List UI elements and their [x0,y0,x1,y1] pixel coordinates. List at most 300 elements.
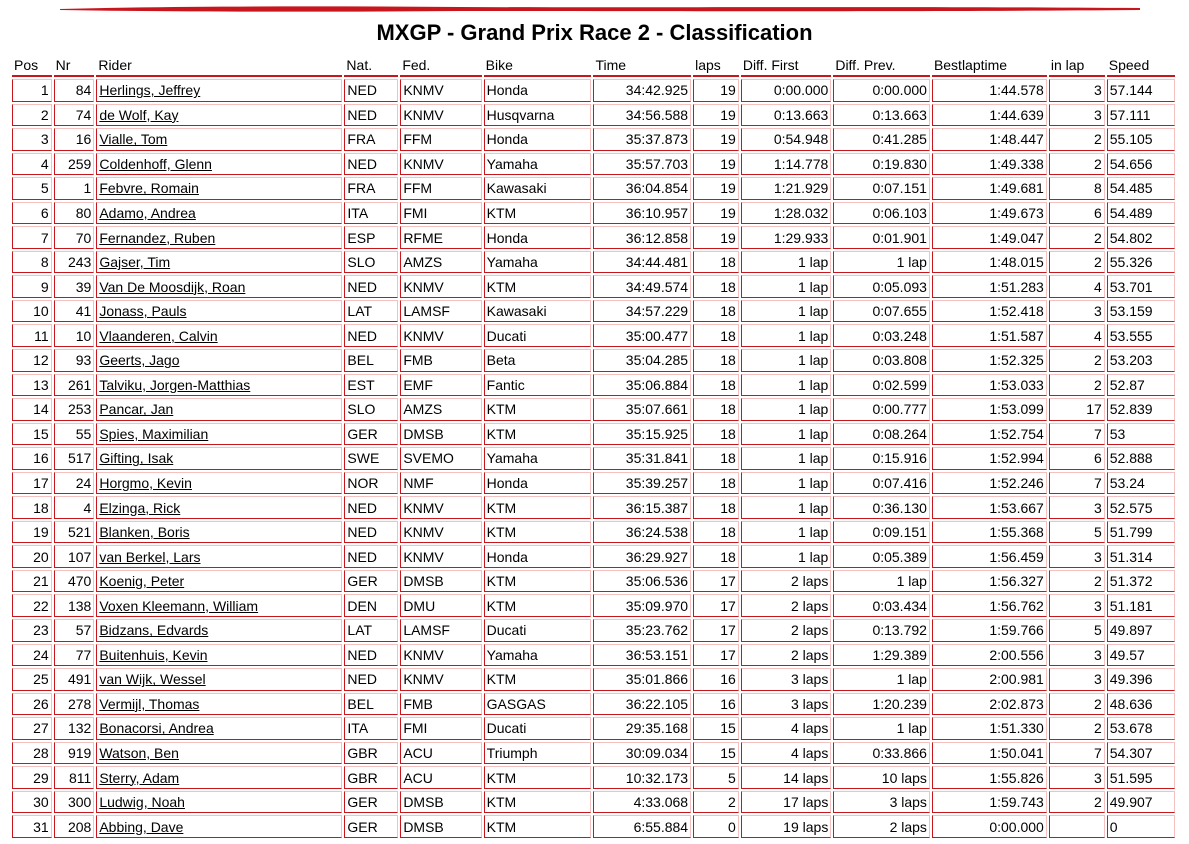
cell-pos: 3 [12,128,52,151]
cell-diff-prev: 1 lap [833,570,930,593]
cell-nr: 10 [54,324,95,347]
cell-time: 4:33.068 [593,791,691,814]
cell-fed: DMSB [400,570,481,593]
cell-diff-first: 19 laps [741,815,832,838]
cell-bestlaptime: 1:55.368 [932,521,1047,544]
cell-speed: 53.159 [1107,300,1175,323]
cell-speed: 52.575 [1107,496,1175,519]
cell-bike: Ducati [484,324,592,347]
cell-pos: 21 [12,570,52,593]
cell-time: 35:06.536 [593,570,691,593]
cell-pos: 28 [12,742,52,765]
rider-link[interactable]: Talviku, Jorgen-Matthias [99,376,251,393]
cell-in-lap: 8 [1049,177,1105,200]
cell-nr: 259 [54,153,95,176]
cell-time: 36:53.151 [593,644,691,667]
cell-time: 10:32.173 [593,766,691,789]
table-row [12,226,1175,249]
cell-bike: KTM [484,423,592,446]
cell-nr: 70 [54,226,95,249]
cell-laps: 18 [693,521,739,544]
classification-table [10,53,1177,840]
cell-nat: ITA [344,717,398,740]
rider-link[interactable]: Adamo, Andrea [99,205,196,221]
cell-nat: NED [344,104,398,127]
cell-nat: EST [344,374,398,397]
cell-speed: 54.656 [1107,153,1175,176]
cell-bestlaptime: 2:02.873 [932,693,1047,716]
cell-bike: Honda [484,79,592,102]
cell-fed: DMSB [400,791,481,814]
cell-nr: 39 [54,275,95,298]
cell-nr: 57 [54,619,95,642]
cell-diff-prev: 0:08.264 [833,423,930,446]
rider-link[interactable]: Gifting, Isak [99,450,174,467]
cell-in-lap: 3 [1049,104,1105,127]
rider-link[interactable]: Blanken, Boris [99,524,190,541]
cell-in-lap: 2 [1049,128,1105,151]
cell-laps: 17 [693,619,739,642]
cell-rider [96,472,342,495]
cell-nat: NED [344,153,398,176]
cell-bestlaptime: 1:53.033 [932,374,1047,397]
cell-laps: 18 [693,251,739,274]
cell-nr: 253 [54,398,95,421]
cell-bike: Honda [484,128,592,151]
cell-time: 36:04.854 [593,177,691,200]
cell-diff-prev: 0:06.103 [833,202,930,225]
cell-bike: KTM [484,594,592,617]
rider-link[interactable]: Watson, Ben [99,745,179,762]
table-row [12,496,1175,519]
cell-nat: LAT [344,619,398,642]
cell-fed: KNMV [400,668,481,691]
cell-time: 34:57.229 [593,300,691,323]
cell-diff-prev: 1:29.389 [833,644,930,667]
rider-link[interactable]: Van De Moosdijk, Roan [99,278,246,295]
cell-nat: SWE [344,447,398,470]
cell-bestlaptime: 1:55.826 [932,766,1047,789]
cell-pos: 16 [12,447,52,470]
col-header-speed: Speed [1107,55,1175,77]
cell-bestlaptime: 1:53.099 [932,398,1047,421]
cell-in-lap: 3 [1049,545,1105,568]
rider-link[interactable]: Herlings, Jeffrey [99,82,201,99]
rider-link[interactable]: Elzinga, Rick [99,499,181,516]
cell-speed: 51.372 [1107,570,1175,593]
cell-speed: 54.307 [1107,742,1175,765]
cell-fed: ACU [400,742,481,765]
cell-nr: 208 [54,815,95,838]
cell-in-lap: 3 [1049,644,1105,667]
cell-diff-prev: 10 laps [833,766,930,789]
cell-diff-prev: 1:20.239 [833,693,930,716]
cell-bike: KTM [484,815,592,838]
table-header-row [12,55,1175,77]
cell-bestlaptime: 1:49.673 [932,202,1047,225]
cell-pos: 24 [12,644,52,667]
cell-diff-prev: 0:05.093 [833,275,930,298]
cell-in-lap: 3 [1049,594,1105,617]
cell-time: 35:00.477 [593,324,691,347]
cell-fed: DMSB [400,815,481,838]
table-row [12,791,1175,814]
cell-laps: 16 [693,668,739,691]
cell-bestlaptime: 1:49.338 [932,153,1047,176]
cell-time: 35:01.866 [593,668,691,691]
cell-laps: 19 [693,128,739,151]
cell-diff-first: 2 laps [741,570,832,593]
cell-fed: ACU [400,766,481,789]
cell-bestlaptime: 1:50.041 [932,742,1047,765]
cell-speed: 51.799 [1107,521,1175,544]
cell-bike: KTM [484,668,592,691]
cell-laps: 18 [693,447,739,470]
cell-pos: 7 [12,226,52,249]
rider-link[interactable]: Fernandez, Ruben [99,229,216,246]
rider-link[interactable]: Geerts, Jago [99,352,180,369]
cell-diff-first: 1 lap [741,275,832,298]
cell-bestlaptime: 1:56.327 [932,570,1047,593]
cell-in-lap: 3 [1049,668,1105,691]
cell-speed: 0 [1107,815,1175,838]
cell-bike: Honda [484,545,592,568]
rider-link[interactable]: Jonass, Pauls [99,303,187,320]
cell-diff-prev: 2 laps [833,815,930,838]
cell-bestlaptime: 2:00.556 [932,644,1047,667]
cell-bestlaptime: 1:59.766 [932,619,1047,642]
cell-diff-first: 1:21.929 [741,177,832,200]
cell-laps: 0 [693,815,739,838]
cell-nat: NED [344,644,398,667]
cell-fed: LAMSF [400,619,481,642]
rider-link[interactable]: Vialle, Tom [99,131,168,148]
cell-fed: KNMV [400,79,481,102]
cell-time: 35:57.703 [593,153,691,176]
cell-speed: 54.802 [1107,226,1175,249]
cell-pos: 22 [12,594,52,617]
cell-laps: 18 [693,472,739,495]
rider-link[interactable]: Koenig, Peter [99,573,185,590]
cell-in-lap: 4 [1049,324,1105,347]
cell-bestlaptime: 1:44.578 [932,79,1047,102]
cell-pos: 1 [12,79,52,102]
cell-speed: 52.87 [1107,374,1175,397]
rider-link[interactable]: Vermijl, Thomas [99,695,200,712]
cell-speed: 53.555 [1107,324,1175,347]
cell-speed: 49.907 [1107,791,1175,814]
cell-nat: NED [344,545,398,568]
cell-bike: Husqvarna [484,104,592,127]
cell-diff-first: 2 laps [741,594,832,617]
col-header-fed: Fed. [400,55,481,77]
table-row [12,668,1175,691]
cell-rider [96,644,342,667]
cell-laps: 15 [693,742,739,765]
cell-diff-first: 1 lap [741,545,832,568]
cell-rider [96,153,342,176]
cell-time: 36:10.957 [593,202,691,225]
cell-nr: 132 [54,717,95,740]
cell-in-lap: 2 [1049,349,1105,372]
cell-bike: GASGAS [484,693,592,716]
cell-bike: Triumph [484,742,592,765]
cell-pos: 15 [12,423,52,446]
cell-time: 35:23.762 [593,619,691,642]
header-brush-stroke [60,5,1140,13]
cell-bestlaptime: 1:56.762 [932,594,1047,617]
table-row [12,374,1175,397]
cell-rider [96,570,342,593]
cell-diff-first: 3 laps [741,668,832,691]
cell-pos: 27 [12,717,52,740]
cell-pos: 18 [12,496,52,519]
cell-fed: AMZS [400,398,481,421]
cell-fed: KNMV [400,275,481,298]
cell-bike: KTM [484,398,592,421]
cell-bestlaptime: 1:49.681 [932,177,1047,200]
cell-diff-prev: 0:07.151 [833,177,930,200]
cell-nat: NED [344,79,398,102]
table-row [12,128,1175,151]
cell-nat: ESP [344,226,398,249]
cell-in-lap: 3 [1049,79,1105,102]
rider-link[interactable]: Buitenhuis, Kevin [99,646,208,663]
cell-pos: 20 [12,545,52,568]
cell-fed: KNMV [400,545,481,568]
col-header-diff-first: Diff. First [741,55,832,77]
cell-nr: 107 [54,545,95,568]
cell-fed: FMB [400,693,481,716]
cell-pos: 5 [12,177,52,200]
table-row [12,423,1175,446]
cell-speed: 57.111 [1107,104,1175,127]
rider-link[interactable]: Sterry, Adam [99,769,180,786]
cell-rider [96,374,342,397]
cell-nat: SLO [344,251,398,274]
table-row [12,275,1175,298]
cell-bestlaptime: 0:00.000 [932,815,1047,838]
cell-fed: RFME [400,226,481,249]
cell-diff-prev: 0:13.663 [833,104,930,127]
table-row [12,472,1175,495]
cell-pos: 19 [12,521,52,544]
cell-fed: FFM [400,177,481,200]
cell-nat: GBR [344,742,398,765]
cell-fed: KNMV [400,324,481,347]
cell-pos: 17 [12,472,52,495]
cell-pos: 2 [12,104,52,127]
rider-link[interactable]: Horgmo, Kevin [99,475,192,492]
rider-link[interactable]: Gajser, Tim [99,254,171,271]
cell-rider [96,766,342,789]
cell-bestlaptime: 1:52.418 [932,300,1047,323]
cell-diff-prev: 0:03.248 [833,324,930,347]
cell-rider [96,398,342,421]
rider-link[interactable]: Pancar, Jan [99,401,174,418]
cell-bike: Honda [484,226,592,249]
rider-link[interactable]: van Berkel, Lars [99,548,201,565]
cell-pos: 26 [12,693,52,716]
cell-fed: DMU [400,594,481,617]
cell-speed: 53 [1107,423,1175,446]
cell-in-lap: 6 [1049,202,1105,225]
cell-fed: FMI [400,717,481,740]
cell-nr: 55 [54,423,95,446]
rider-link[interactable]: van Wijk, Wessel [99,671,206,688]
cell-speed: 51.181 [1107,594,1175,617]
cell-bike: Fantic [484,374,592,397]
cell-rider [96,619,342,642]
cell-nat: NED [344,668,398,691]
cell-diff-first: 1:28.032 [741,202,832,225]
cell-in-lap: 2 [1049,791,1105,814]
table-row [12,349,1175,372]
col-header-in-lap: in lap [1049,55,1105,77]
col-header-rider: Rider [96,55,342,77]
table-row [12,594,1175,617]
cell-rider [96,226,342,249]
cell-fed: NMF [400,472,481,495]
cell-speed: 51.595 [1107,766,1175,789]
cell-nat: NED [344,496,398,519]
col-header-diff-prev: Diff. Prev. [833,55,930,77]
cell-nr: 811 [54,766,95,789]
cell-diff-first: 1:29.933 [741,226,832,249]
cell-time: 35:06.884 [593,374,691,397]
cell-diff-first: 1 lap [741,423,832,446]
cell-rider [96,423,342,446]
cell-rider [96,815,342,838]
cell-diff-prev: 0:19.830 [833,153,930,176]
cell-diff-prev: 0:07.655 [833,300,930,323]
cell-diff-prev: 0:00.000 [833,79,930,102]
cell-rider [96,521,342,544]
cell-nr: 919 [54,742,95,765]
cell-diff-prev: 0:41.285 [833,128,930,151]
table-row [12,300,1175,323]
cell-bestlaptime: 1:44.639 [932,104,1047,127]
cell-diff-prev: 1 lap [833,668,930,691]
cell-nr: 278 [54,693,95,716]
table-row [12,251,1175,274]
cell-laps: 18 [693,349,739,372]
cell-rider [96,594,342,617]
table-row [12,766,1175,789]
cell-time: 35:31.841 [593,447,691,470]
cell-fed: FMI [400,202,481,225]
table-row [12,153,1175,176]
cell-diff-first: 1 lap [741,398,832,421]
cell-nr: 80 [54,202,95,225]
cell-pos: 23 [12,619,52,642]
cell-laps: 18 [693,275,739,298]
rider-link[interactable]: Ludwig, Noah [99,794,185,811]
cell-pos: 30 [12,791,52,814]
cell-diff-first: 17 laps [741,791,832,814]
cell-laps: 18 [693,545,739,568]
cell-nat: GBR [344,766,398,789]
table-row [12,202,1175,225]
cell-speed: 55.105 [1107,128,1175,151]
cell-bestlaptime: 1:52.246 [932,472,1047,495]
table-row [12,79,1175,102]
table-row [12,398,1175,421]
cell-bike: KTM [484,570,592,593]
cell-rider [96,251,342,274]
cell-nat: NED [344,324,398,347]
rider-link[interactable]: Bidzans, Edvards [99,622,209,639]
rider-link[interactable]: Coldenhoff, Glenn [99,155,212,172]
cell-diff-first: 0:00.000 [741,79,832,102]
table-row [12,742,1175,765]
cell-nr: 261 [54,374,95,397]
rider-link[interactable]: de Wolf, Kay [99,106,179,123]
cell-laps: 19 [693,202,739,225]
cell-bestlaptime: 1:48.447 [932,128,1047,151]
cell-in-lap: 2 [1049,717,1105,740]
cell-diff-first: 2 laps [741,619,832,642]
cell-diff-first: 0:54.948 [741,128,832,151]
cell-fed: SVEMO [400,447,481,470]
cell-pos: 9 [12,275,52,298]
cell-rider [96,104,342,127]
cell-bestlaptime: 2:00.981 [932,668,1047,691]
cell-laps: 15 [693,717,739,740]
cell-nr: 470 [54,570,95,593]
table-row [12,545,1175,568]
rider-link[interactable]: Spies, Maximilian [99,425,209,442]
cell-nat: GER [344,423,398,446]
cell-nat: NED [344,275,398,298]
cell-nr: 138 [54,594,95,617]
cell-rider [96,324,342,347]
cell-bestlaptime: 1:51.283 [932,275,1047,298]
rider-link[interactable]: Abbing, Dave [99,818,184,835]
col-header-time: Time [593,55,691,77]
cell-fed: AMZS [400,251,481,274]
cell-time: 36:22.105 [593,693,691,716]
cell-in-lap: 2 [1049,570,1105,593]
cell-speed: 55.326 [1107,251,1175,274]
cell-diff-prev: 0:13.792 [833,619,930,642]
cell-speed: 49.57 [1107,644,1175,667]
rider-link[interactable]: Bonacorsi, Andrea [99,720,214,737]
cell-laps: 19 [693,79,739,102]
cell-nat: NOR [344,472,398,495]
cell-time: 36:15.387 [593,496,691,519]
cell-nr: 16 [54,128,95,151]
cell-fed: KNMV [400,104,481,127]
cell-diff-prev: 1 lap [833,251,930,274]
cell-diff-first: 4 laps [741,742,832,765]
cell-diff-prev: 0:03.808 [833,349,930,372]
cell-nat: GER [344,791,398,814]
rider-link[interactable]: Voxen Kleemann, William [99,597,259,614]
cell-nr: 41 [54,300,95,323]
cell-speed: 57.144 [1107,79,1175,102]
cell-fed: FFM [400,128,481,151]
cell-pos: 6 [12,202,52,225]
cell-rider [96,496,342,519]
rider-link[interactable]: Vlaanderen, Calvin [99,327,218,344]
cell-in-lap: 2 [1049,153,1105,176]
cell-bike: Beta [484,349,592,372]
cell-laps: 18 [693,496,739,519]
cell-nat: FRA [344,128,398,151]
rider-link[interactable]: Febvre, Romain [99,180,199,197]
cell-speed: 48.636 [1107,693,1175,716]
